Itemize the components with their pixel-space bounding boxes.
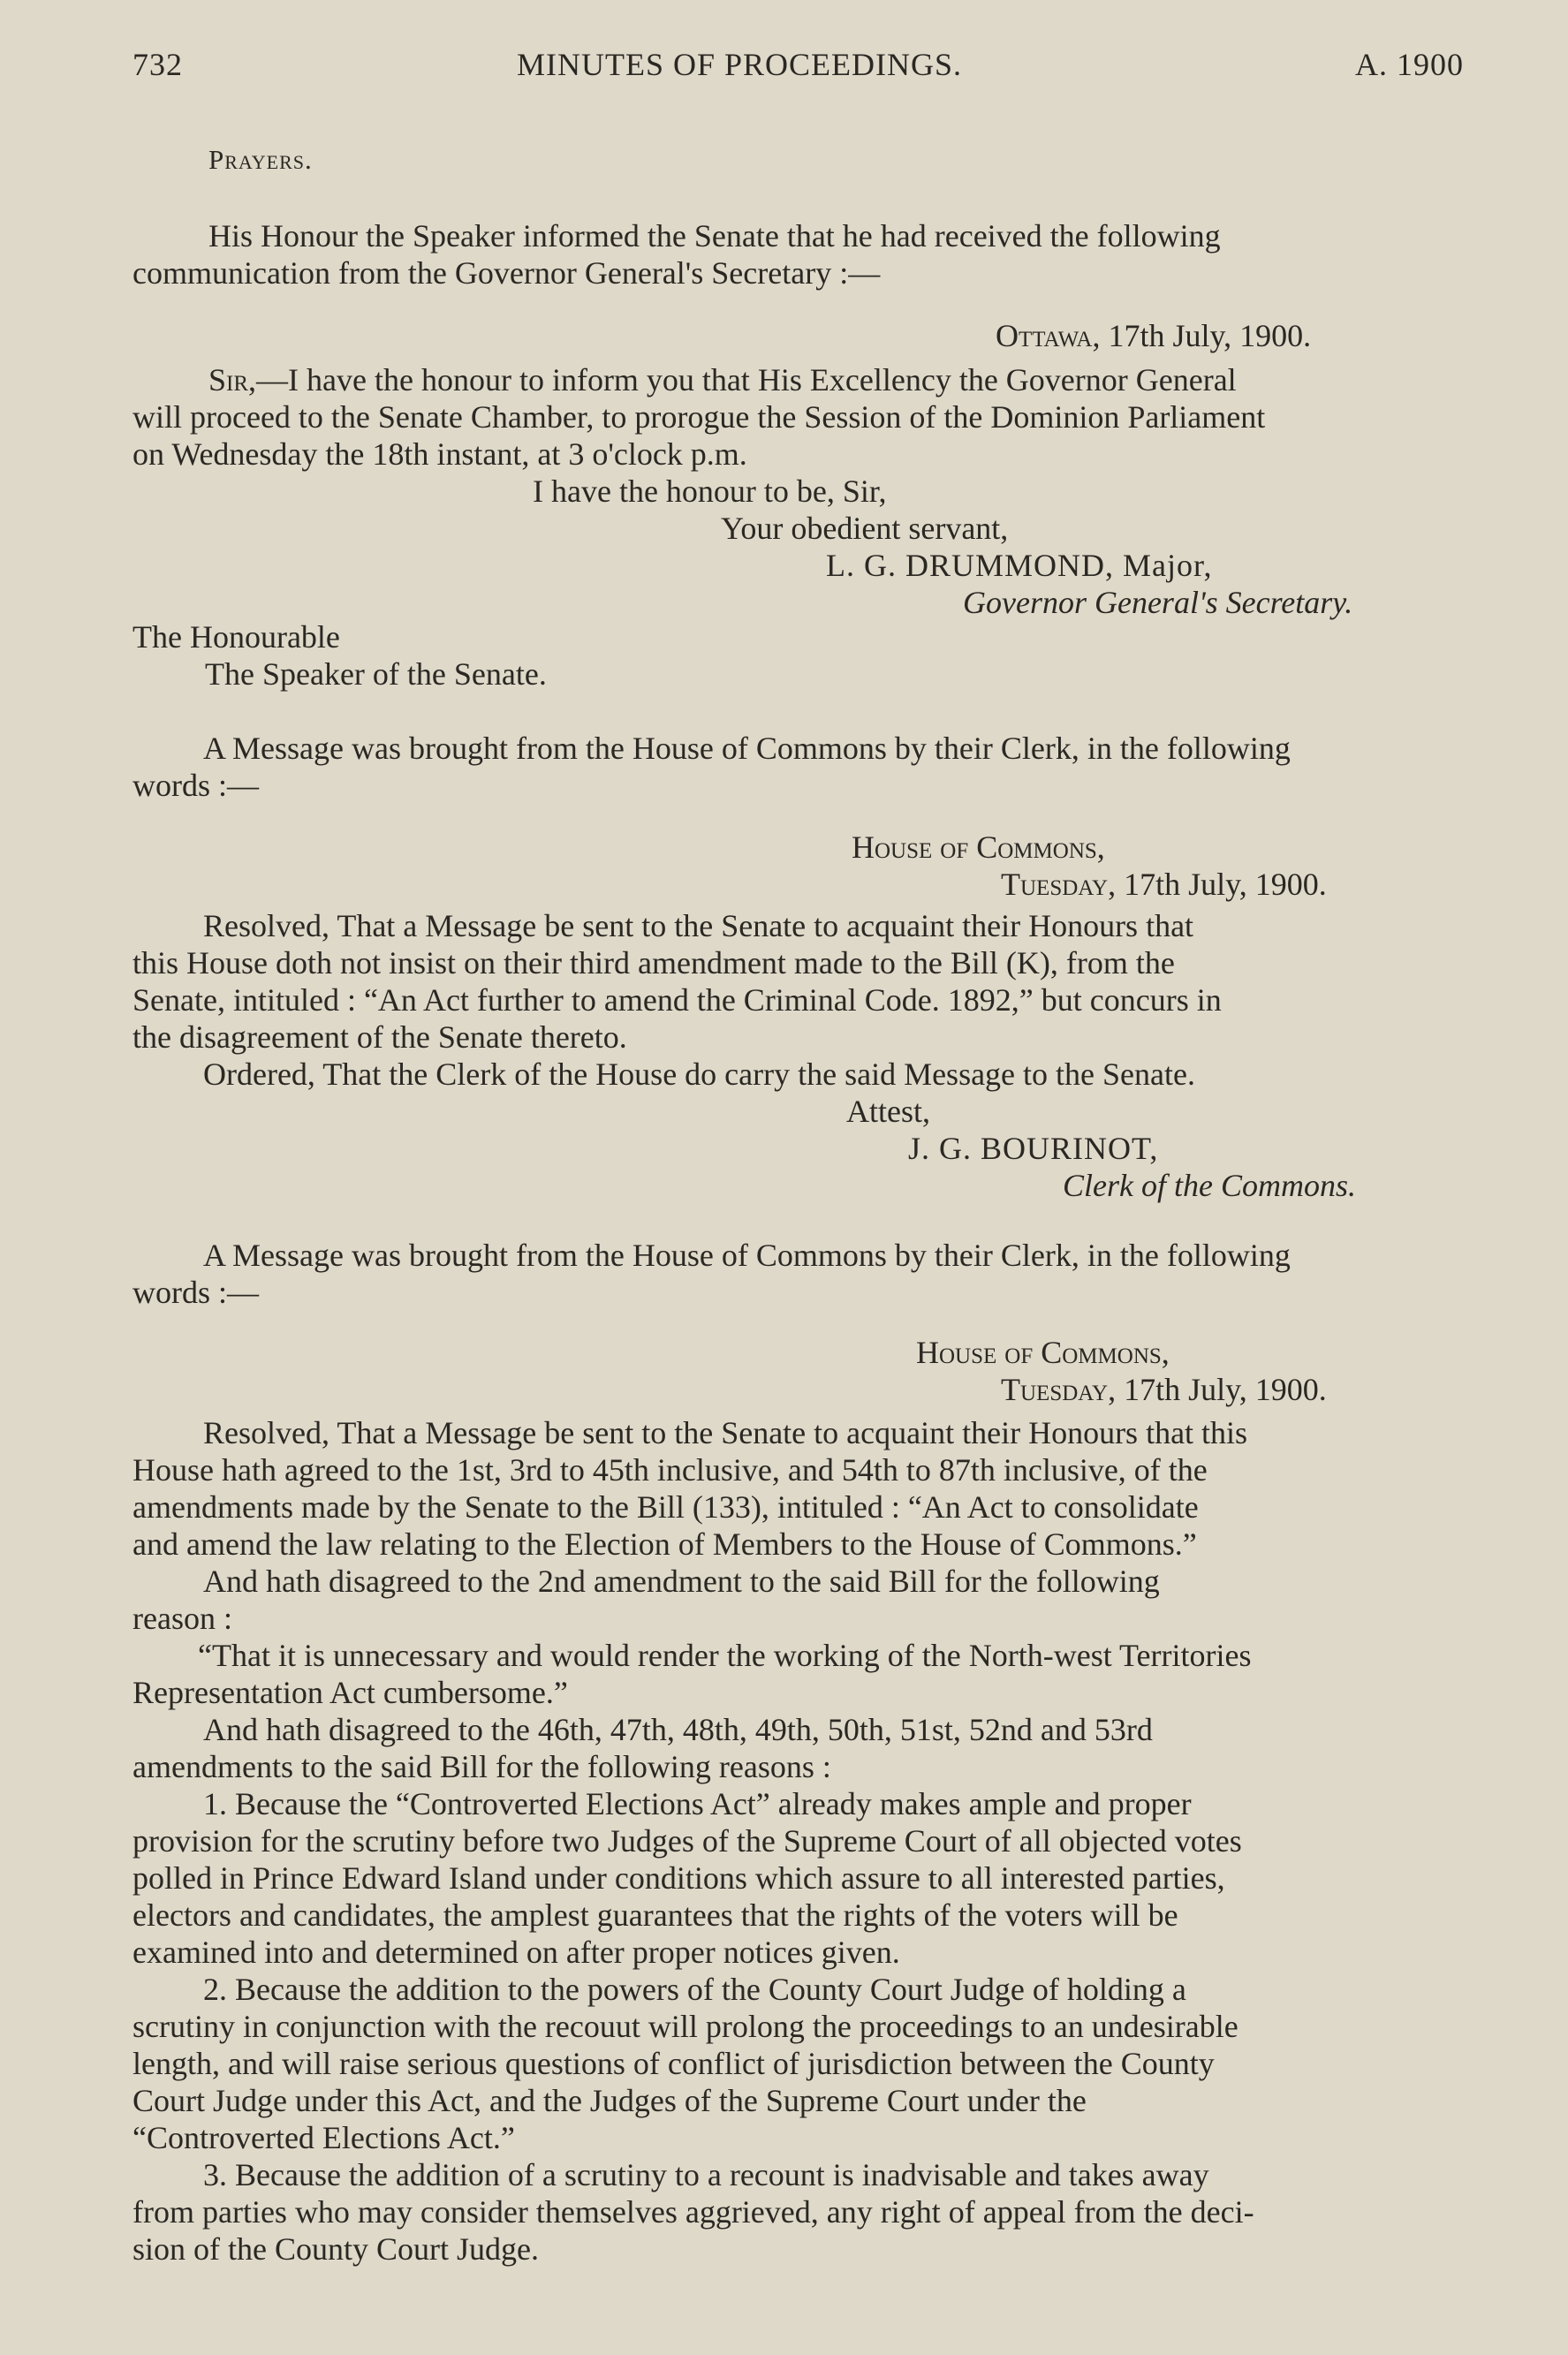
message-body-line: “Controverted Elections Act.”: [133, 2120, 515, 2155]
message-body-line: provision for the scrutiny before two Judges of the Supreme Court of all objected votes: [133, 1823, 1242, 1859]
message-signature: J. G. BOURINOT,: [908, 1131, 1159, 1166]
message-body-line: 3. Because the addition of a scrutiny to a recount is inadvisable and takes away: [203, 2157, 1209, 2192]
paragraph-line: [208, 217, 1485, 254]
letter-line: on Wednesday the 18th instant, at 3 o'clock p.m.: [133, 436, 747, 472]
message-body-line: scrutiny in conjunction with the recouut will prolong the proceedings to an undesirable: [133, 2009, 1238, 2044]
message-signature-title: Clerk of the Commons.: [1063, 1168, 1356, 1203]
message-date-rest: 17th July, 1900.: [1124, 867, 1327, 902]
message-date: [1001, 866, 1327, 903]
paragraph-line: A Message was brought from the House of Commons by their Clerk, in the following: [203, 1238, 1291, 1273]
message-body-line: amendments to the said Bill for the following reasons :: [133, 1749, 831, 1784]
message-body-line: House hath agreed to the 1st, 3rd to 45th inclusive, and 54th to 87th inclusive, of the: [133, 1452, 1208, 1488]
message-body-line: sion of the County Court Judge.: [133, 2231, 539, 2267]
message-body-line: Court Judge under this Act, and the Judges of the Supreme Court under the: [133, 2083, 1087, 2118]
message-body-line: And hath disagreed to the 2nd amendment to the said Bill for the following: [203, 1564, 1160, 1599]
letter-closing: I have the honour to be, Sir,: [533, 473, 887, 509]
message-body-line: length, and will raise serious questions of conflict of jurisdiction between the County: [133, 2046, 1215, 2081]
paragraph-line-text: His Honour the Speaker informed the Senate that he had received the following: [208, 218, 1221, 254]
message-body-line: polled in Prince Edward Island under conditions which assure to all interested parties,: [133, 1860, 1225, 1896]
paragraph-line: communication from the Governor General's Secretary :—: [133, 255, 881, 291]
message-place: House of Commons,: [916, 1335, 1170, 1370]
message-body-line: the disagreement of the Senate thereto.: [133, 1019, 627, 1055]
message-body-line: 2. Because the addition to the powers of the County Court Judge of holding a: [203, 1972, 1186, 2007]
message-date-day: Tuesday,: [1001, 867, 1117, 902]
paragraph-line-text: A Message was brought from the House of Commons by their Clerk, in the following: [203, 731, 1291, 766]
attest-label: Attest,: [846, 1094, 930, 1129]
message-body-line: electors and candidates, the amplest guarantees that the rights of the voters will be: [133, 1897, 1178, 1933]
message-body-line: examined into and determined on after proper notices given.: [133, 1935, 900, 1970]
message-place: House of Commons,: [852, 829, 1105, 865]
dateline-place: Ottawa,: [996, 318, 1101, 353]
letter-text: —I have the honour to inform you that His Excellency the Governor General: [256, 362, 1237, 398]
message-body-line: 1. Because the “Controverted Elections Act” already makes ample and proper: [203, 1786, 1192, 1821]
dateline: [996, 317, 1311, 354]
message-body-line: reason :: [133, 1601, 232, 1636]
message-body-line: “That it is unnecessary and would render the working of the North-west Territories: [198, 1638, 1252, 1673]
message-body-line: amendments made by the Senate to the Bill (133), intituled : “An Act to consolidate: [133, 1489, 1199, 1525]
letter-first-line: [208, 361, 1237, 398]
message-body-line: Resolved, That a Message be sent to the Senate to acquaint their Honours that this: [203, 1415, 1248, 1450]
letter-closing: Your obedient servant,: [721, 511, 1009, 546]
running-year: A. 1900: [1355, 47, 1464, 82]
paragraph-line: [203, 730, 1486, 767]
message-body-line: And hath disagreed to the 46th, 47th, 48th, 49th, 50th, 51st, 52nd and 53rd: [203, 1712, 1153, 1747]
letter-line: will proceed to the Senate Chamber, to prorogue the Session of the Dominion Parliament: [133, 399, 1266, 435]
message-body-line: this House doth not insist on their third amendment made to the Bill (K), from the: [133, 945, 1175, 981]
letter-signature: L. G. DRUMMOND, Major,: [826, 548, 1213, 583]
letter-salutation: Sir,: [208, 362, 257, 398]
message-body-line: Resolved, That a Message be sent to the Senate to acquaint their Honours that: [203, 908, 1194, 943]
message-date-day: Tuesday,: [1001, 1372, 1117, 1407]
page-number: 732: [133, 47, 183, 82]
prayers-heading: Prayers.: [208, 144, 313, 175]
message-body-line: and amend the law relating to the Election of Members to the House of Commons.”: [133, 1526, 1197, 1562]
message-body-line: Representation Act cumbersome.”: [133, 1675, 568, 1710]
paragraph-line: words :—: [133, 768, 259, 803]
letter-signature-title: Governor General's Secretary.: [963, 585, 1353, 620]
addressee: The Speaker of the Senate.: [205, 656, 547, 692]
message-date-rest: 17th July, 1900.: [1124, 1372, 1327, 1407]
dateline-date: 17th July, 1900.: [1108, 318, 1312, 353]
message-body-line: from parties who may consider themselves aggrieved, any right of appeal from the deci-: [133, 2194, 1254, 2230]
paragraph-line: words :—: [133, 1275, 259, 1310]
message-date: [1001, 1371, 1327, 1408]
message-body-line: Ordered, That the Clerk of the House do carry the said Message to the Senate.: [203, 1056, 1195, 1092]
addressee: The Honourable: [133, 619, 340, 655]
running-title: MINUTES OF PROCEEDINGS.: [517, 47, 963, 82]
message-body-line: Senate, intituled : “An Act further to amend the Criminal Code. 1892,” but concurs in: [133, 982, 1222, 1018]
